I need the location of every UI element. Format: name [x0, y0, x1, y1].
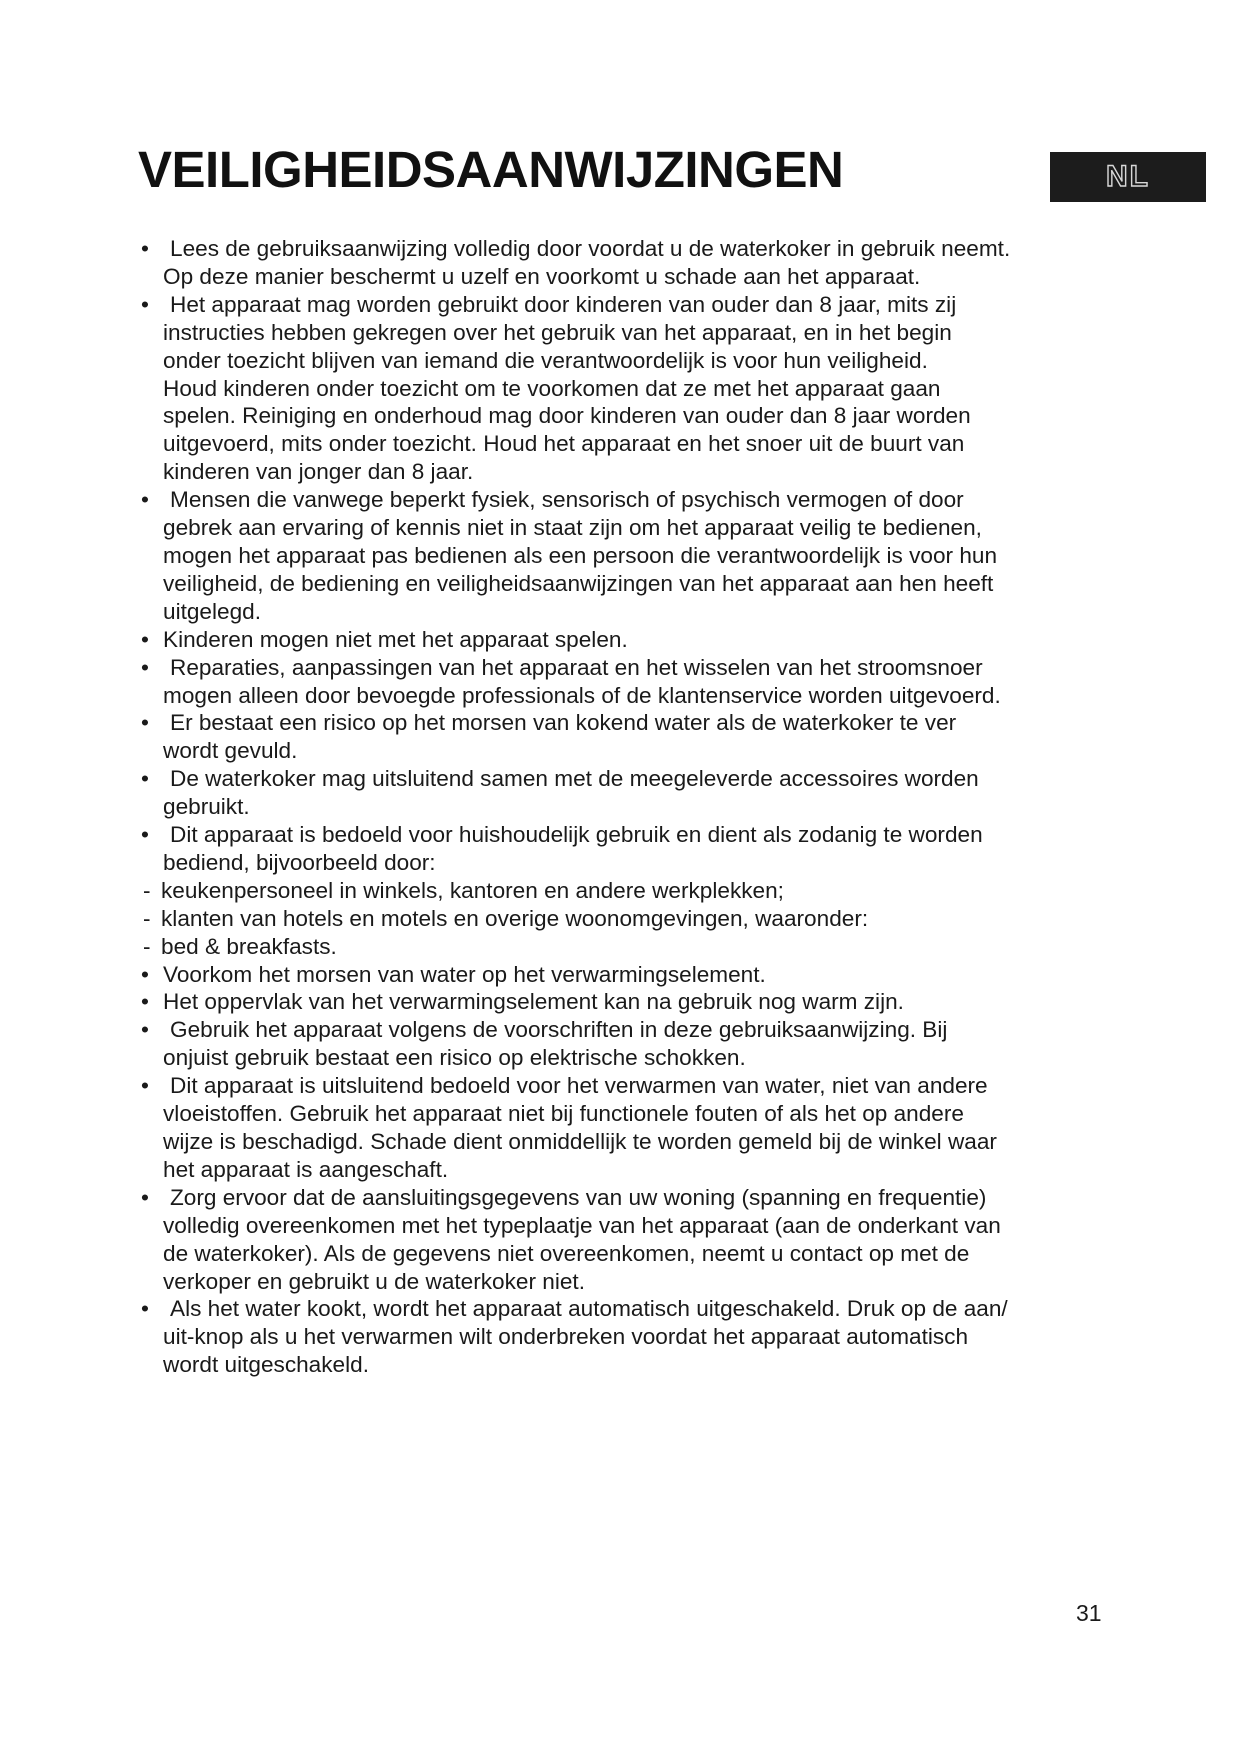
bullet-list-item: [141, 961, 1141, 989]
text-line: verkoper en gebruikt u de waterkoker niet.: [163, 1268, 585, 1294]
bullet-list-item: [141, 1184, 1141, 1296]
bullet-marker: •: [141, 766, 149, 792]
list-item-text: [161, 934, 337, 959]
bullet-list-item: [141, 988, 1141, 1016]
list-item-text: [163, 1184, 1141, 1296]
dash-marker: -: [143, 905, 151, 931]
text-line: het apparaat is aangeschaft.: [163, 1156, 449, 1182]
text-line: Er bestaat een risico op het morsen van kokend water als de waterkoker te ver: [170, 710, 957, 736]
bullet-list-item: [141, 1016, 1141, 1072]
bullet-marker: •: [141, 989, 149, 1015]
text-line: onder toezicht blijven van iemand die verantwoordelijk is voor hun veiligheid.: [163, 347, 928, 373]
text-line: bediend, bijvoorbeeld door:: [163, 849, 436, 875]
bullet-list-item: [141, 821, 1141, 877]
text-line: mogen alleen door bevoegde professionals of de klantenservice worden uitgevoerd.: [163, 682, 1001, 708]
list-item-text: [161, 878, 784, 903]
bullet-marker: •: [141, 710, 149, 736]
list-item-text: [163, 291, 1141, 486]
language-tab-label: NL: [1106, 160, 1150, 193]
text-line: wordt gevuld.: [163, 738, 298, 764]
text-line: Voorkom het morsen van water op het verwarmingselement.: [163, 961, 766, 987]
list-item-text: [163, 961, 1141, 989]
list-item-text: [163, 486, 1141, 626]
page-number: 31: [1076, 1600, 1102, 1626]
text-line: wordt uitgeschakeld.: [163, 1352, 369, 1378]
bullet-marker: •: [141, 1296, 149, 1322]
list-item-text: [163, 765, 1141, 821]
text-line: volledig overeenkomen met het typeplaatje van het apparaat (aan de onderkant van: [163, 1212, 1001, 1238]
text-line: Dit apparaat is bedoeld voor huishoudelijk gebruik en dient als zodanig te worden: [170, 822, 983, 848]
text-line: uit-knop als u het verwarmen wilt onderbreken voordat het apparaat automatisch: [163, 1324, 969, 1350]
text-line: Als het water kookt, wordt het apparaat automatisch uitgeschakeld. Druk op de aan/: [170, 1296, 1008, 1322]
text-line: Mensen die vanwege beperkt fysiek, sensorisch of psychisch vermogen of door: [170, 487, 964, 513]
text-line: gebrek aan ervaring of kennis niet in staat zijn om het apparaat veilig te bedienen,: [163, 515, 982, 541]
list-item-text: [163, 235, 1141, 291]
text-line: onjuist gebruik bestaat een risico op elektrische schokken.: [163, 1045, 746, 1071]
text-line: klanten van hotels en motels en overige woonomgevingen, waaronder:: [161, 905, 869, 931]
list-item-text: [163, 988, 1141, 1016]
bullet-marker: •: [141, 1073, 149, 1099]
text-line: de waterkoker). Als de gegevens niet overeenkomen, neemt u contact op met de: [163, 1240, 970, 1266]
bullet-list-item: [141, 1295, 1141, 1379]
text-line: uitgelegd.: [163, 598, 261, 624]
list-item-text: [161, 906, 868, 931]
text-line: Op deze manier beschermt u uzelf en voorkomt u schade aan het apparaat.: [163, 263, 921, 289]
text-line: vloeistoffen. Gebruik het apparaat niet bij functionele fouten of als het op andere: [163, 1101, 964, 1127]
bullet-marker: •: [141, 626, 149, 652]
dash-marker: -: [143, 933, 151, 959]
text-line: gebruikt.: [163, 794, 250, 820]
dash-marker: -: [143, 877, 151, 903]
language-tab: [1050, 152, 1206, 202]
list-item-text: [163, 1295, 1141, 1379]
bullet-marker: •: [141, 1017, 149, 1043]
bullet-list-item: [141, 626, 1141, 654]
bullet-list-item: [141, 765, 1141, 821]
text-line: Het oppervlak van het verwarmingselement kan na gebruik nog warm zijn.: [163, 989, 904, 1015]
text-line: spelen. Reiniging en onderhoud mag door kinderen van ouder dan 8 jaar worden: [163, 403, 971, 429]
text-line: wijze is beschadigd. Schade dient onmiddellijk te worden gemeld bij de winkel waar: [163, 1129, 997, 1154]
bullet-marker: •: [141, 822, 149, 848]
bullet-list-item: [141, 291, 1141, 486]
text-line: keukenpersoneel in winkels, kantoren en andere werkplekken;: [161, 877, 784, 903]
text-line: mogen het apparaat pas bedienen als een persoon die verantwoordelijk is voor hun: [163, 542, 998, 568]
text-line: Houd kinderen onder toezicht om te voorkomen dat ze met het apparaat gaan: [163, 375, 941, 401]
text-line: bed & breakfasts.: [161, 933, 337, 959]
text-line: instructies hebben gekregen over het gebruik van het apparaat, en in het begin: [163, 319, 952, 345]
text-line: Kinderen mogen niet met het apparaat spelen.: [163, 626, 628, 652]
bullet-marker: •: [141, 236, 149, 261]
page-title: VEILIGHEIDSAANWIJZINGEN: [138, 141, 844, 198]
bullet-marker: •: [141, 1184, 149, 1210]
text-line: Lees de gebruiksaanwijzing volledig door voordat u de waterkoker in gebruik neemt.: [170, 236, 1011, 261]
bullet-marker: •: [141, 961, 149, 987]
bullet-list-item: [141, 1072, 1141, 1184]
list-item-text: [163, 626, 1141, 654]
dash-list-item: [141, 933, 1141, 961]
list-item-text: [163, 709, 1141, 765]
list-item-text: [163, 1072, 1141, 1184]
list-item-text: [163, 821, 1141, 877]
text-line: Het apparaat mag worden gebruikt door kinderen van ouder dan 8 jaar, mits zij: [170, 291, 957, 317]
dash-list-item: [141, 877, 1141, 905]
bullet-list-item: [141, 654, 1141, 710]
text-line: uitgevoerd, mits onder toezicht. Houd het apparaat en het snoer uit de buurt van: [163, 431, 965, 457]
list-item-text: [163, 1016, 1141, 1072]
text-line: Dit apparaat is uitsluitend bedoeld voor het verwarmen van water, niet van andere: [170, 1073, 988, 1099]
text-line: kinderen van jonger dan 8 jaar.: [163, 459, 474, 485]
text-line: De waterkoker mag uitsluitend samen met de meegeleverde accessoires worden: [170, 766, 979, 792]
text-line: veiligheid, de bediening en veiligheidsaanwijzingen van het apparaat aan hen heeft: [163, 570, 994, 596]
bullet-marker: •: [141, 291, 149, 317]
bullet-marker: •: [141, 487, 149, 513]
bullet-list-item: [141, 235, 1141, 291]
text-line: Gebruik het apparaat volgens de voorschriften in deze gebruiksaanwijzing. Bij: [170, 1017, 948, 1043]
text-line: Reparaties, aanpassingen van het apparaat en het wisselen van het stroomsnoer: [170, 654, 983, 680]
list-item-text: [163, 654, 1141, 710]
dash-list-item: [141, 905, 1141, 933]
bullet-list-item: [141, 709, 1141, 765]
text-line: Zorg ervoor dat de aansluitingsgegevens van uw woning (spanning en frequentie): [170, 1184, 987, 1210]
bullet-marker: •: [141, 654, 149, 680]
safety-instructions-list: [141, 235, 1141, 1379]
bullet-list-item: [141, 486, 1141, 626]
